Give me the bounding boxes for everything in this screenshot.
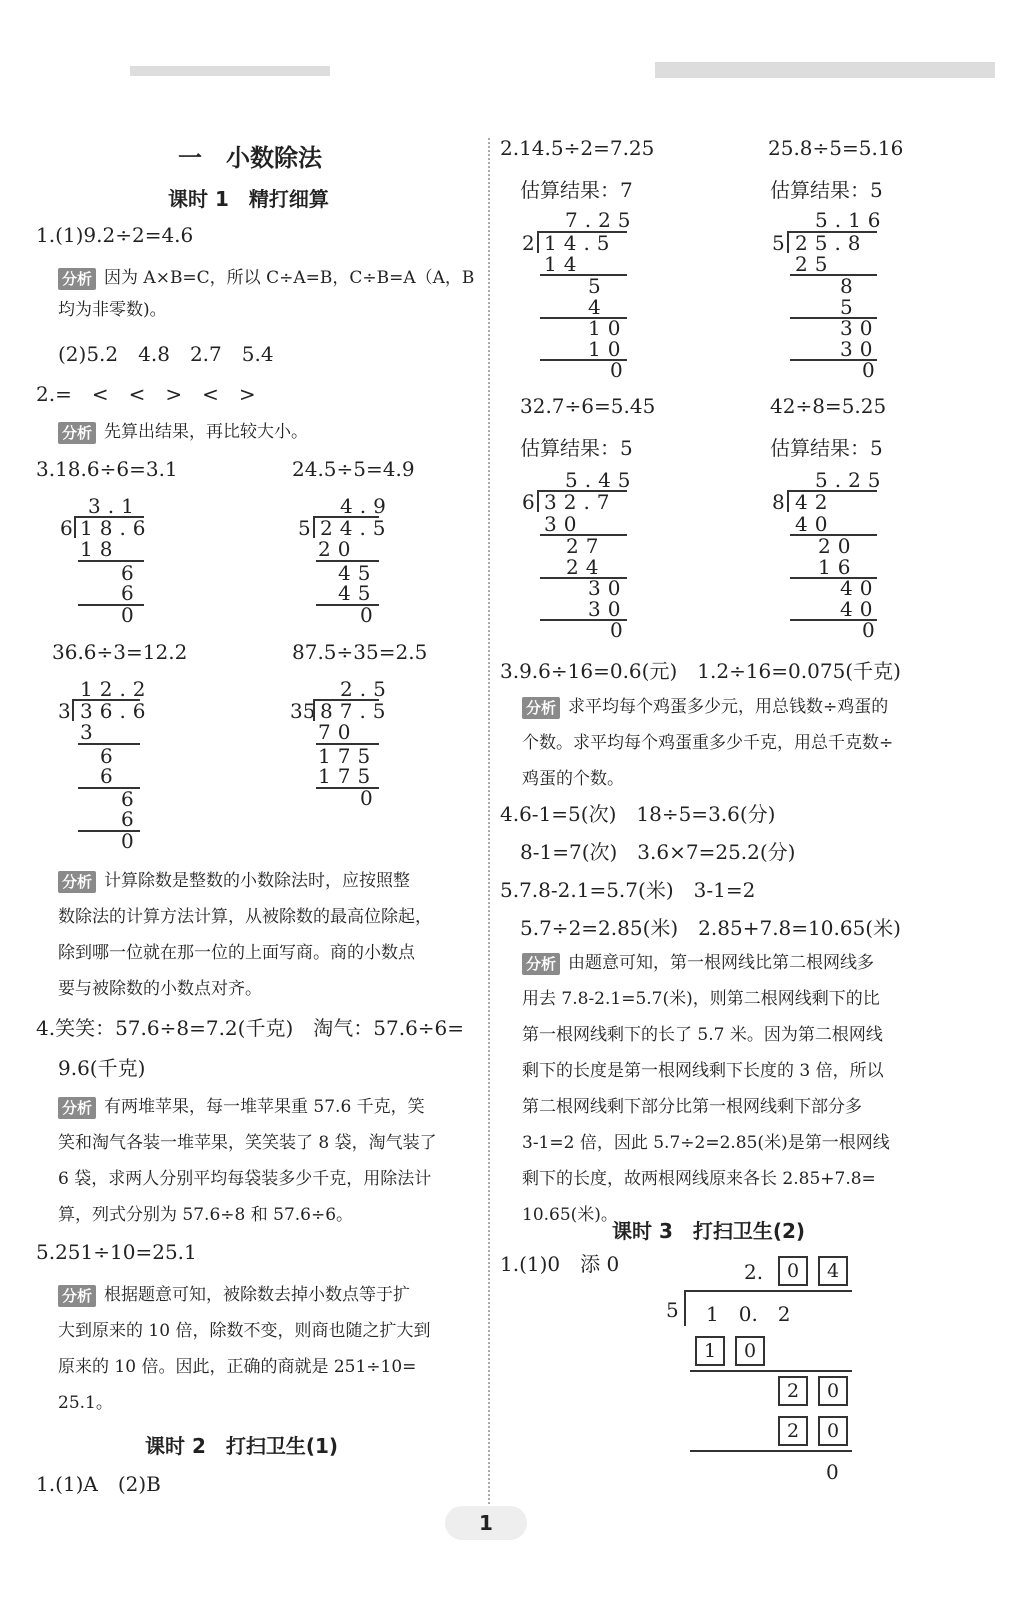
q4-line2: 9.6(千克) xyxy=(58,1056,146,1080)
q3-analysis-4: 要与被除数的小数点对齐。 xyxy=(58,979,262,999)
q1-part1: 1.(1)9.2÷2=4.6 xyxy=(36,223,194,247)
q4-analysis-4: 算，列式分别为 57.6÷8 和 57.6÷6。 xyxy=(58,1205,354,1225)
r-q5-analysis-7: 剩下的长度，故两根网线原来各长 2.85+7.8= xyxy=(522,1169,876,1189)
r-q5-line2: 5.7÷2=2.85(米) 2.85+7.8=10.65(米) xyxy=(520,916,901,940)
r-q2-eq-d: 42÷8=5.25 xyxy=(770,394,887,418)
r-q5-analysis-2: 用去 7.8-2.1=5.7(米)，则第二根网线剩下的比 xyxy=(522,989,880,1009)
l3-q1: 1.(1)0 添 0 xyxy=(500,1252,620,1276)
estimate-4: 估算结果：5 xyxy=(770,436,883,460)
r-q3-analysis-3: 鸡蛋的个数。 xyxy=(522,769,624,789)
q5-answer: 5.251÷10=25.1 xyxy=(36,1240,197,1264)
q4-line1: 4.笑笑：57.6÷8=7.2(千克) 淘气：57.6÷6= xyxy=(36,1016,465,1040)
q4-analysis-2: 笑和淘气各装一堆苹果，笑笑装了 8 袋，淘气装了 xyxy=(58,1133,437,1153)
header-decoration-right xyxy=(655,62,995,78)
q3-eq-b: 24.5÷5=4.9 xyxy=(292,457,415,481)
r-q5-analysis-6: 3-1=2 倍，因此 5.7÷2=2.85(米)是第一根网线 xyxy=(522,1133,890,1153)
lesson-1-title: 课时 1 精打细算 xyxy=(168,187,329,211)
r-q5-analysis: 分析 由题意可知，第一根网线比第二根网线多 xyxy=(522,948,874,978)
q1-analysis: 分析 因为 A×B=C，所以 C÷A=B，C÷B=A（A，B xyxy=(58,263,474,293)
q3-analysis: 分析 计算除数是整数的小数除法时，应按照整 xyxy=(58,866,410,896)
r-q3-answer: 3.9.6÷16=0.6(元) 1.2÷16=0.075(千克) xyxy=(500,659,901,683)
lesson-3-title: 课时 3 打扫卫生(2) xyxy=(612,1219,806,1243)
q5-analysis-4: 25.1。 xyxy=(58,1393,113,1413)
r-q3-analysis-2: 个数。求平均每个鸡蛋重多少千克，用总千克数÷ xyxy=(522,733,894,753)
estimate-1: 估算结果：7 xyxy=(520,178,633,202)
q3-eq-d: 87.5÷35=2.5 xyxy=(292,640,428,664)
r-q5-analysis-3: 第一根网线剩下的长了 5.7 米。因为第二根网线 xyxy=(522,1025,883,1045)
q3-analysis-3: 除到哪一位就在那一位的上面写商。商的小数点 xyxy=(58,943,415,963)
r-q5-line1: 5.7.8-2.1=5.7(米) 3-1=2 xyxy=(500,878,756,902)
q3-eq-c: 36.6÷3=12.2 xyxy=(52,640,188,664)
l2-q1: 1.(1)A (2)B xyxy=(36,1472,161,1496)
r-q2-eq-c: 32.7÷6=5.45 xyxy=(520,394,656,418)
column-divider xyxy=(488,138,490,1508)
estimate-3: 估算结果：5 xyxy=(520,436,633,460)
q5-analysis: 分析 根据题意可知，被除数去掉小数点等于扩 xyxy=(58,1280,410,1310)
r-q4-line2: 8-1=7(次) 3.6×7=25.2(分) xyxy=(520,840,796,864)
r-q5-analysis-4: 剩下的长度是第一根网线剩下长度的 3 倍，所以 xyxy=(522,1061,884,1081)
q5-analysis-2: 大到原来的 10 倍，除数不变，则商也随之扩大到 xyxy=(58,1321,431,1341)
q4-analysis: 分析 有两堆苹果，每一堆苹果重 57.6 千克，笑 xyxy=(58,1092,425,1122)
q2-answer: 2.= < < > < > xyxy=(36,382,256,406)
analysis-tag: 分析 xyxy=(58,268,96,290)
r-q5-analysis-5: 第二根网线剩下部分比第一根网线剩下部分多 xyxy=(522,1097,862,1117)
r-q2-eq-b: 25.8÷5=5.16 xyxy=(768,136,904,160)
r-q5-analysis-8: 10.65(米)。 xyxy=(522,1205,618,1225)
lesson-2-title: 课时 2 打扫卫生(1) xyxy=(145,1434,339,1458)
q2-analysis: 分析 先算出结果，再比较大小。 xyxy=(58,417,308,447)
q1-part2: (2)5.2 4.8 2.7 5.4 xyxy=(58,342,274,366)
q4-analysis-3: 6 袋，求两人分别平均每袋装多少千克，用除法计 xyxy=(58,1169,432,1189)
r-q3-analysis: 分析 求平均每个鸡蛋多少元，用总钱数÷鸡蛋的 xyxy=(522,692,888,722)
chapter-title: 一 小数除法 xyxy=(178,144,322,172)
q3-analysis-2: 数除法的计算方法计算，从被除数的最高位除起， xyxy=(58,907,432,927)
r-q4-line1: 4.6-1=5(次) 18÷5=3.6(分) xyxy=(500,802,776,826)
estimate-2: 估算结果：5 xyxy=(770,178,883,202)
page-number: 1 xyxy=(445,1506,527,1540)
r-q2-eq-a: 2.14.5÷2=7.25 xyxy=(500,136,655,160)
q3-eq-a: 3.18.6÷6=3.1 xyxy=(36,457,178,481)
q1-analysis-cont: 均为非零数)。 xyxy=(58,300,167,320)
q5-analysis-3: 原来的 10 倍。因此，正确的商就是 251÷10= xyxy=(58,1357,417,1377)
header-decoration-left xyxy=(130,66,330,76)
